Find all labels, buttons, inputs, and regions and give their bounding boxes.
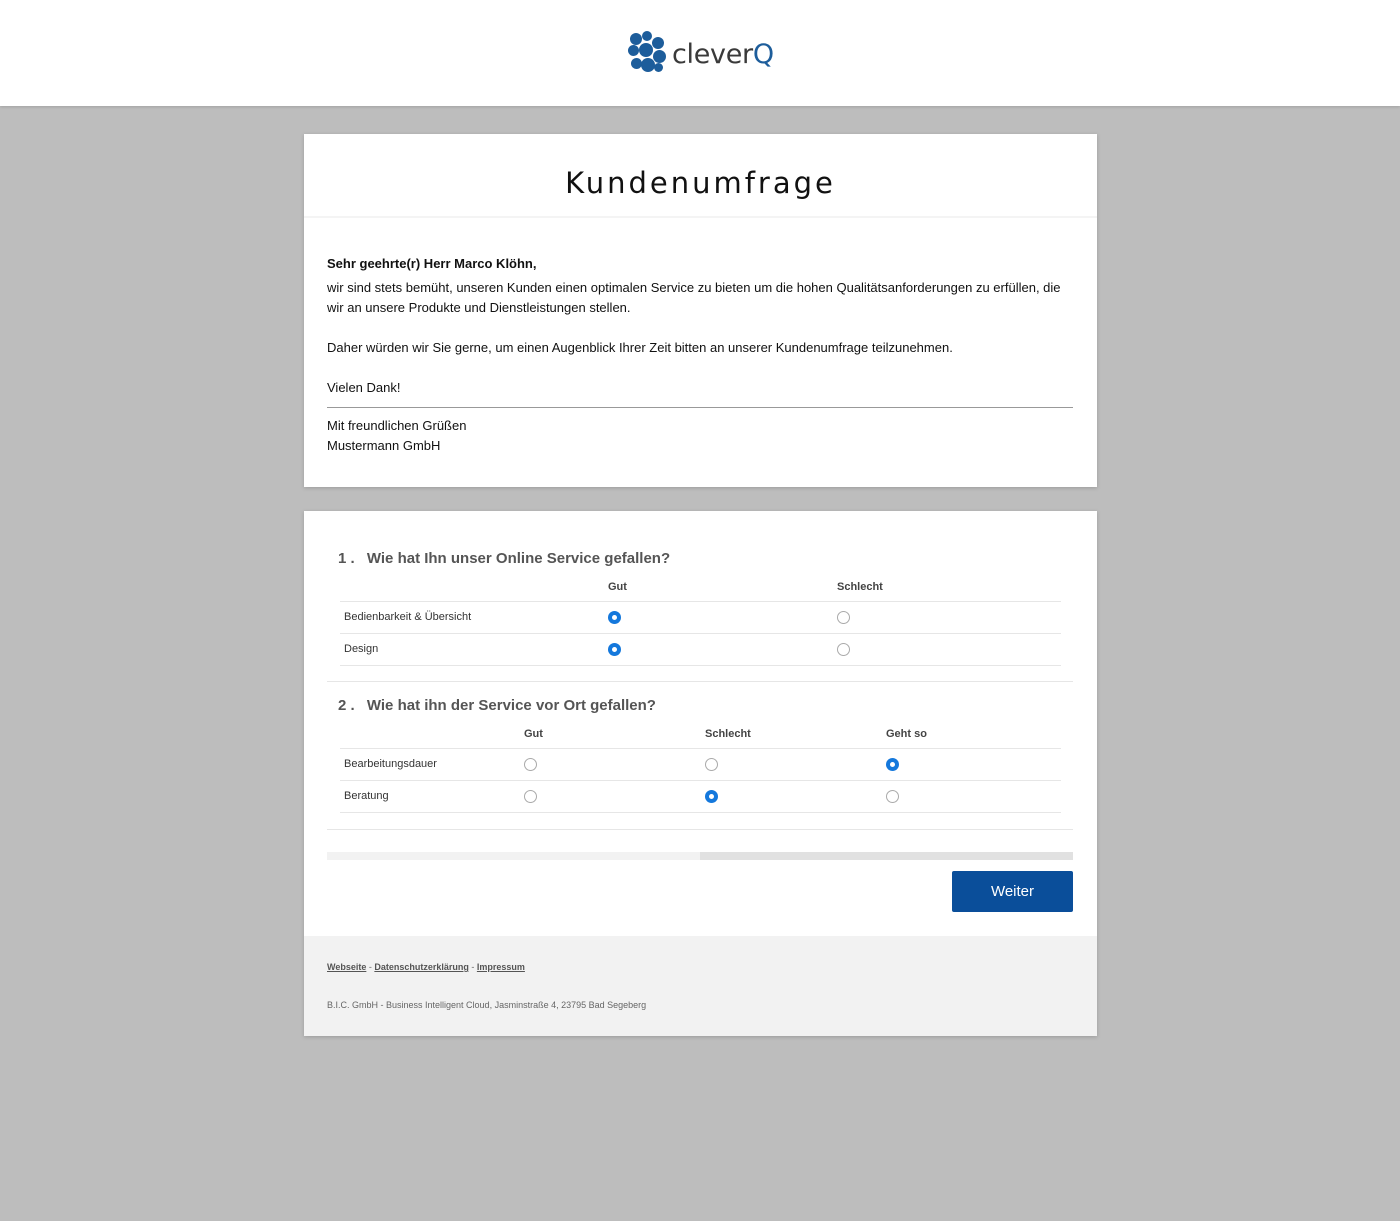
footer-address: B.I.C. GmbH - Business Intelligent Cloud, Jasminstraße 4, 23795 Bad Segeberg xyxy=(327,1000,647,1010)
question-2-title xyxy=(338,697,656,714)
link-separator: - xyxy=(468,962,477,972)
radio-button[interactable] xyxy=(837,643,850,656)
column-header: Geht so xyxy=(886,721,1061,748)
column-header: Schlecht xyxy=(705,721,886,748)
table-row xyxy=(340,601,1061,633)
closing-text: Mit freundlichen Grüßen xyxy=(327,418,467,433)
radio-button[interactable] xyxy=(524,790,537,803)
question-1-title xyxy=(338,550,670,567)
radio-cell xyxy=(886,780,1061,812)
privacy-link[interactable]: Datenschutzerklärung xyxy=(374,962,469,972)
matrix-header-row xyxy=(340,721,1061,748)
intro-text xyxy=(327,254,1077,418)
radio-button[interactable] xyxy=(705,790,718,803)
thanks-text: Vielen Dank! xyxy=(327,380,401,395)
intro-paragraph-2: Daher würden wir Sie gerne, um einen Augenblick Ihrer Zeit bitten an unserer Kundenumfrage teilzunehmen. xyxy=(327,340,953,355)
link-separator: - xyxy=(366,962,375,972)
table-row xyxy=(340,780,1061,812)
radio-button[interactable] xyxy=(524,758,537,771)
radio-cell xyxy=(837,601,1061,633)
question-number: 1 . xyxy=(338,550,355,567)
top-header xyxy=(0,0,1400,106)
website-link[interactable]: Webseite xyxy=(327,962,367,972)
row-label: Design xyxy=(340,633,608,665)
cleverq-logo[interactable] xyxy=(628,30,778,78)
radio-button[interactable] xyxy=(886,790,899,803)
question-2-matrix xyxy=(340,721,1061,813)
radio-cell xyxy=(608,601,837,633)
radio-button[interactable] xyxy=(837,611,850,624)
radio-cell xyxy=(705,780,886,812)
row-label: Beratung xyxy=(340,780,524,812)
radio-cell xyxy=(705,748,886,780)
column-header: Gut xyxy=(608,574,837,601)
radio-cell xyxy=(524,748,705,780)
next-button[interactable]: Weiter xyxy=(952,871,1073,912)
signature-divider xyxy=(327,407,1073,408)
question-text: Wie hat ihn der Service vor Ort gefallen? xyxy=(366,697,656,714)
table-row xyxy=(340,748,1061,780)
footer-links xyxy=(327,962,525,972)
logo-wordmark: cleverQ xyxy=(672,38,774,70)
radio-cell xyxy=(837,633,1061,665)
bubbles-logo-icon xyxy=(628,31,668,77)
intro-card xyxy=(304,134,1097,487)
page-title: Kundenumfrage xyxy=(565,166,836,200)
question-divider xyxy=(327,681,1073,682)
radio-cell xyxy=(524,780,705,812)
greeting: Sehr geehrte(r) Herr Marco Klöhn, xyxy=(327,256,537,271)
question-text: Wie hat Ihn unser Online Service gefallen? xyxy=(366,550,671,567)
matrix-header-row xyxy=(340,574,1061,601)
title-divider xyxy=(304,216,1097,218)
radio-button[interactable] xyxy=(608,611,621,624)
column-header: Gut xyxy=(524,721,705,748)
matrix-header-empty xyxy=(340,574,608,601)
table-row xyxy=(340,633,1061,665)
company-name: Mustermann GmbH xyxy=(327,438,441,453)
column-header: Schlecht xyxy=(837,574,1061,601)
row-label: Bearbeitungsdauer xyxy=(340,748,524,780)
question-divider xyxy=(327,829,1073,830)
radio-button[interactable] xyxy=(608,643,621,656)
footer xyxy=(304,936,1097,1036)
signature xyxy=(327,416,466,456)
progress-fill xyxy=(327,852,700,860)
row-label: Bedienbarkeit & Übersicht xyxy=(340,601,608,633)
question-number: 2 . xyxy=(338,697,355,714)
intro-paragraph-1: wir sind stets bemüht, unseren Kunden einen optimalen Service zu bieten um die hohen Qualitätsanforderungen zu erfüllen, die wir an unsere Produkte und Dienstleistungen stellen. xyxy=(327,280,1061,315)
radio-cell xyxy=(886,748,1061,780)
survey-card xyxy=(304,511,1097,1036)
radio-button[interactable] xyxy=(886,758,899,771)
question-1-matrix xyxy=(340,574,1061,666)
radio-button[interactable] xyxy=(705,758,718,771)
radio-cell xyxy=(608,633,837,665)
progress-bar xyxy=(327,852,1073,860)
imprint-link[interactable]: Impressum xyxy=(476,962,525,972)
matrix-header-empty xyxy=(340,721,524,748)
